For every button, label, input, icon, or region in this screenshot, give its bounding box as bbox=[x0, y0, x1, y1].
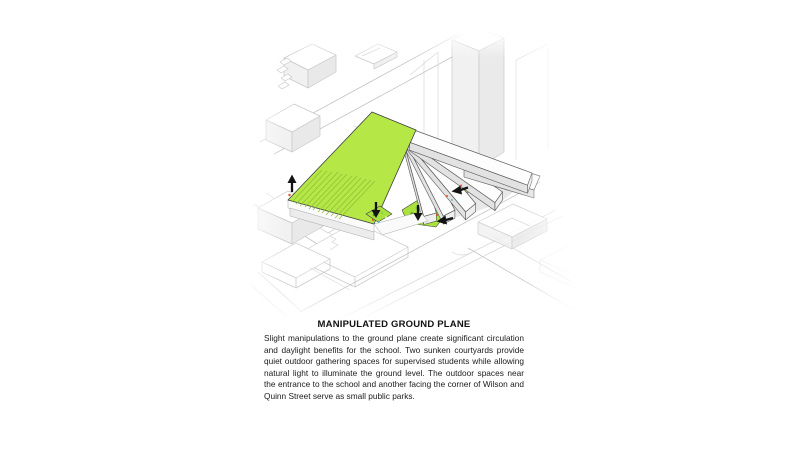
entry-arrow-up bbox=[288, 175, 297, 193]
site-axonometric-illustration bbox=[240, 30, 580, 322]
caption-body: Slight manipulations to the ground plane create significant circulation and daylight benefits for the school. Two sunken courtyards provide quiet outdoor gathering spaces for supervised students while allowing natural light to illuminate the ground level. The outdoor spaces near the entrance to the school and another facing the corner of Wilson and Quinn Street serve as small public parks. bbox=[264, 333, 524, 401]
caption-block bbox=[264, 319, 524, 402]
caption-title: MANIPULATED GROUND PLANE bbox=[317, 319, 471, 330]
